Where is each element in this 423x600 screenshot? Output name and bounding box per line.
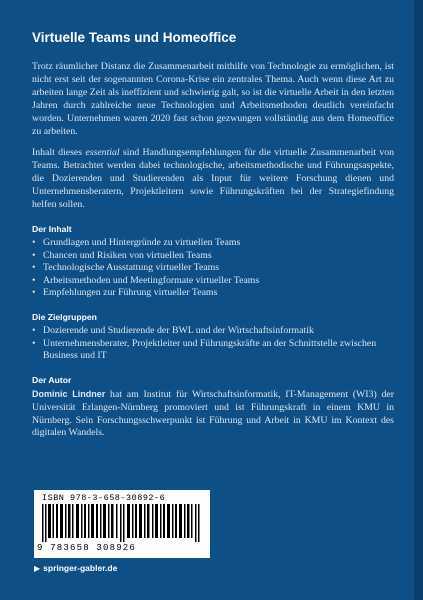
list-item: • Arbeitsmethoden und Meetingformate virtueller Teams: [32, 274, 260, 286]
bullet-icon: •: [32, 274, 36, 286]
author-bio: hat am Institut für Wirtschaftsinformatik, IT-Management (WI3) der Universität Erlangen-Nürnberg promoviert und ist Führungskraft in einem KMU in Nürnberg. Sein Forschungsschwerpunkt ist Führung und Arbeit in KMU im Kontext des digitalen Wandels.: [32, 388, 394, 439]
bullet-icon: •: [32, 249, 36, 261]
essential-emphasis: essential: [85, 147, 120, 159]
arrow-right-icon: ▶: [34, 564, 41, 573]
barcode-box: [34, 490, 210, 558]
list-item: • Technologische Ausstattung virtueller Teams: [32, 262, 220, 274]
website-url: springer-gabler.de: [43, 563, 118, 573]
list-item: • Grundlagen und Hintergründe zu virtuellen Teams: [32, 236, 241, 248]
audience-list: [32, 325, 394, 363]
contents-list: [32, 237, 394, 300]
contents-heading: Der Inhalt: [32, 223, 72, 234]
bullet-icon: •: [32, 287, 36, 299]
intro-paragraph: Trotz räumlicher Distanz die Zusammenarbeit mithilfe von Technologie zu ermöglichen, ist nicht erst seit der sogenannten Corona-Krise ein zentrales Thema. Auch wenn diese Art zu arbeiten lange Zeit als ineffizient und schwierig galt, so ist die virtuelle Arbeit in den letzten Jahren durch zahlreiche neue Technologien und Arbeitsmethoden deutlich vereinfacht worden. Unternehmen waren 2020 fast schon gezwungen vollständig aus dem Homeoffice zu arbeiten.: [32, 61, 394, 137]
essential-text-after: sind Handlungsempfehlungen für die virtuelle Zusammenarbeit von Teams. Betrachtet werden dabei technologische, arbeitsmethodische und Führungsaspekte, die Dozierenden und Studierenden als Input für weitere Forschung dienen und Unternehmensberatern, Projektleitern sowie Führungskräften bei der Strategiefindung helfen sollen.: [32, 147, 394, 211]
author-paragraph: [32, 388, 394, 441]
author-name: Dominic Lindner: [32, 388, 106, 399]
list-item: • Empfehlungen zur Führung virtueller Teams: [32, 287, 218, 299]
barcode-digits: 9 783658 308926: [37, 543, 137, 553]
bullet-icon: •: [32, 337, 36, 349]
back-cover-content: [32, 30, 394, 449]
author-heading: Der Autor: [32, 374, 72, 385]
essential-text-before: Inhalt dieses: [32, 147, 86, 159]
isbn-label: ISBN 978-3-658-30892-6: [42, 493, 166, 503]
book-title: Virtuelle Teams und Homeoffice: [32, 30, 237, 45]
publisher-link[interactable]: [34, 563, 117, 573]
barcode-icon: [42, 504, 202, 542]
spine-strip: [414, 0, 423, 600]
essential-paragraph: [32, 147, 394, 212]
bullet-icon: •: [32, 324, 36, 336]
audience-heading: Die Zielgruppen: [32, 311, 97, 322]
list-item: • Unternehmensberater, Projektleiter und Führungskräfte an der Schnittstelle zwischen Business und IT: [32, 337, 377, 362]
bullet-icon: •: [32, 236, 36, 248]
bullet-icon: •: [32, 262, 36, 274]
list-item: • Dozierende und Studierende der BWL und der Wirtschaftsinformatik: [32, 324, 314, 336]
list-item: • Chancen und Risiken von virtuellen Teams: [32, 249, 212, 261]
